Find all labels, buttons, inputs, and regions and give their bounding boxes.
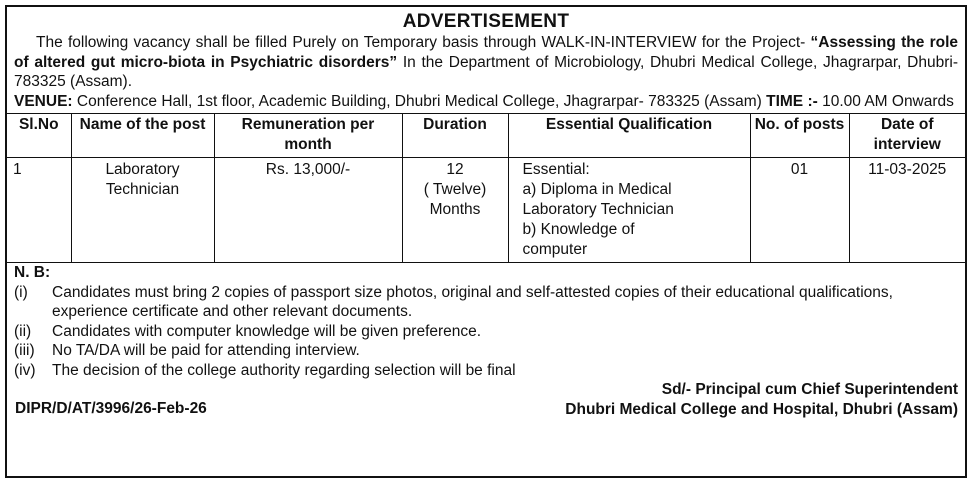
header-qualification: Essential Qualification bbox=[508, 114, 750, 158]
project-title: “Assessing the role of altered gut micro-biota in Psychiatric disorders” bbox=[14, 34, 958, 71]
list-item: (iv) The decision of the college authority regarding selection will be final bbox=[14, 361, 516, 379]
header-post-name: Name of the post bbox=[71, 114, 214, 158]
cell-date: 11-03-2025 bbox=[849, 158, 965, 263]
vacancy-table bbox=[7, 113, 965, 263]
cell-duration: 12 ( Twelve) Months bbox=[402, 158, 508, 263]
header-posts: No. of posts bbox=[750, 114, 849, 158]
header-duration: Duration bbox=[402, 114, 508, 158]
venue-text: Conference Hall, 1st floor, Academic Building, Dhubri Medical College, Jhagrarpar- 783325 (Assam) bbox=[72, 92, 767, 110]
signatory-institution: Dhubri Medical College and Hospital, Dhubri (Assam) bbox=[565, 401, 958, 418]
cell-sl-no: 1 bbox=[7, 158, 71, 263]
intro-text-after: In the Department of Microbiology, Dhubri Medical College, Jhagrarpar, Dhubri- 783325 (Assam). bbox=[14, 53, 958, 90]
signatory-title: Sd/- Principal cum Chief Superintendent bbox=[661, 381, 958, 398]
page-title: ADVERTISEMENT bbox=[402, 11, 570, 32]
list-item: (i) Candidates must bring 2 copies of passport size photos, original and self-attested copies of their educational qualifications, experience certificate and other relevant documents. bbox=[14, 283, 893, 320]
cell-posts: 01 bbox=[750, 158, 849, 263]
signatory-block bbox=[565, 380, 958, 420]
time-text: 10.00 AM Onwards bbox=[817, 92, 954, 110]
header-sl-no: Sl.No bbox=[7, 114, 71, 158]
notes-section bbox=[7, 263, 965, 380]
cell-remuneration: Rs. 13,000/- bbox=[214, 158, 402, 263]
list-item: (iii) No TA/DA will be paid for attending interview. bbox=[14, 342, 360, 359]
venue-label: VENUE: bbox=[14, 92, 73, 110]
time-label: TIME :- bbox=[766, 92, 818, 110]
header-date: Date of interview bbox=[849, 114, 965, 158]
cell-qualification: Essential: a) Diploma in Medical Laboratory Technician b) Knowledge of computer bbox=[508, 158, 750, 263]
intro-text-before: The following vacancy shall be filled Purely on Temporary basis through WALK-IN-INTERVIEW for the Project- bbox=[36, 34, 811, 51]
intro-paragraph bbox=[7, 33, 965, 111]
header-remuneration: Remuneration per month bbox=[214, 114, 402, 158]
cell-post-name: Laboratory Technician bbox=[71, 158, 214, 263]
table-header-row bbox=[7, 114, 965, 158]
footer bbox=[7, 380, 965, 422]
notes-heading: N. B: bbox=[14, 264, 51, 281]
list-item: (ii) Candidates with computer knowledge will be given preference. bbox=[14, 322, 482, 340]
reference-number: DIPR/D/AT/3996/26-Feb-26 bbox=[15, 400, 207, 417]
advertisement-frame bbox=[5, 5, 967, 478]
table-row bbox=[7, 158, 965, 263]
